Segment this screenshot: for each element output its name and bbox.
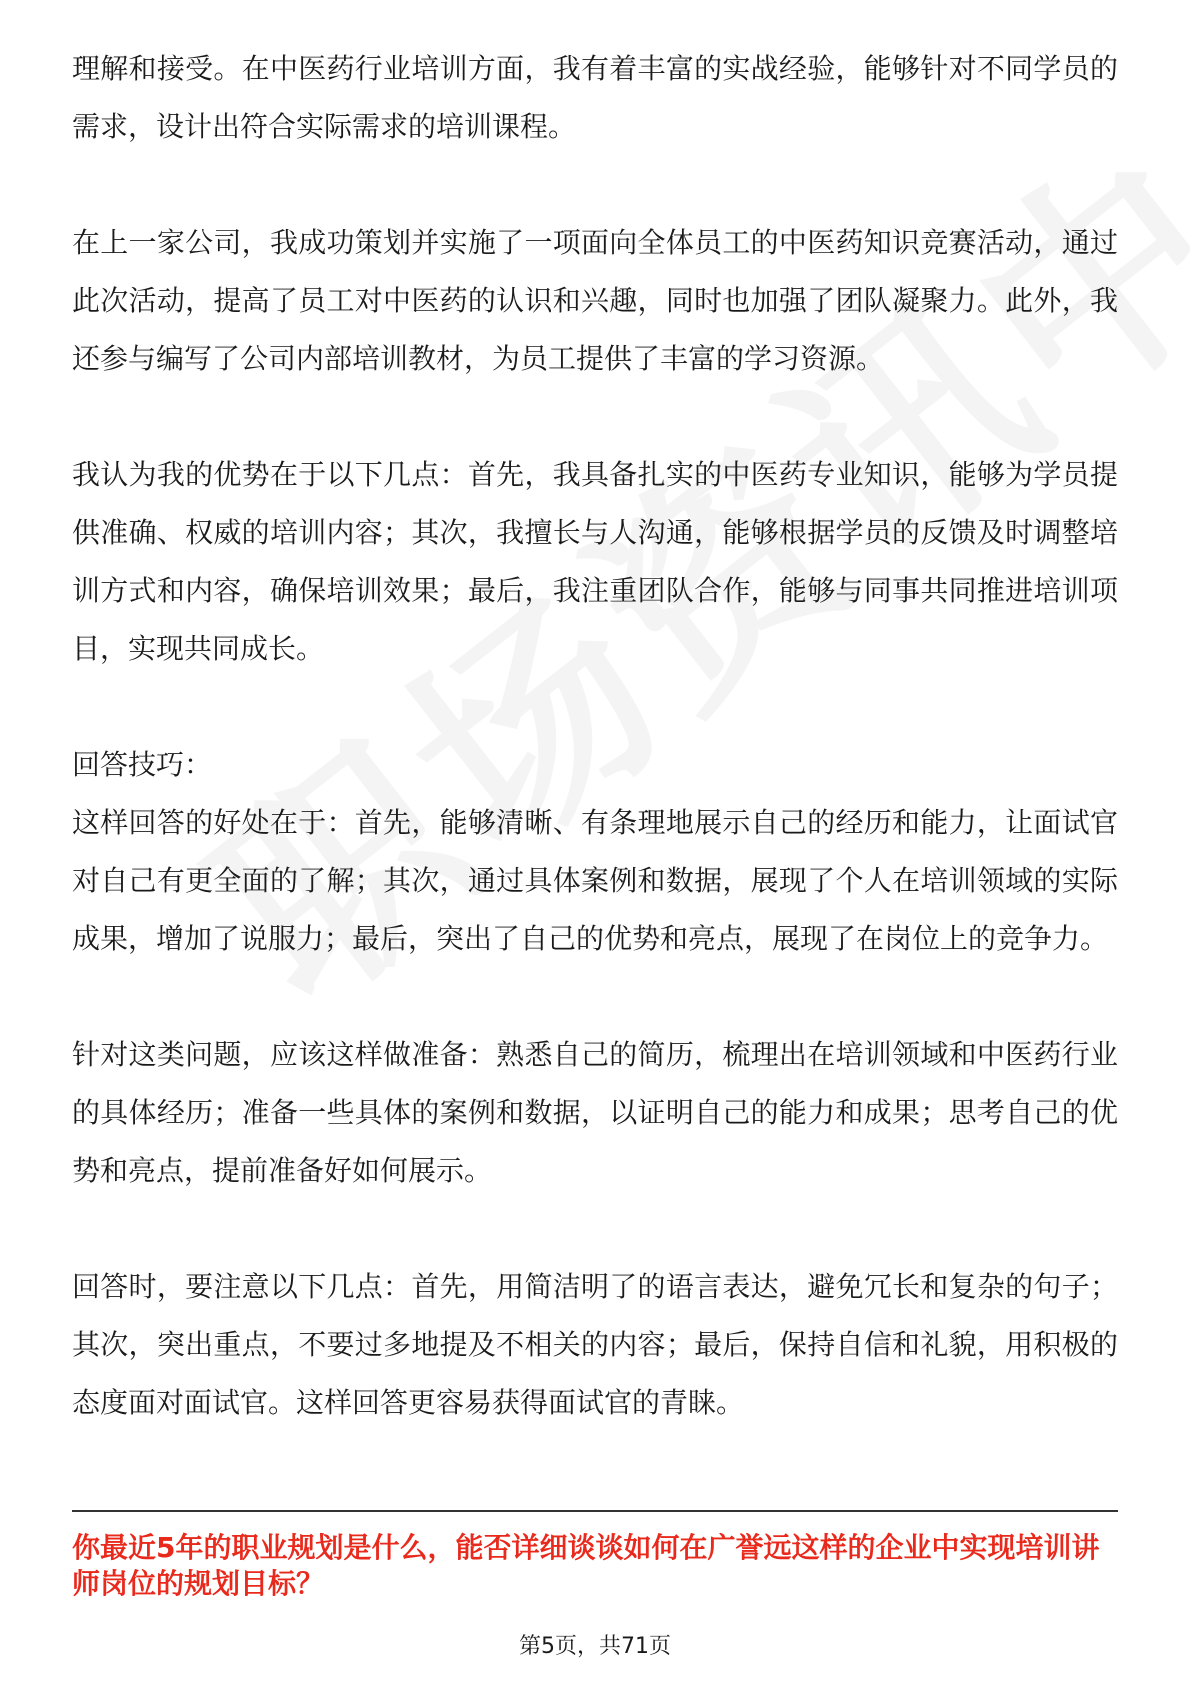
paragraph-gap [72,388,1118,446]
paragraph-preparation: 针对这类问题，应该这样做准备：熟悉自己的简历，梳理出在培训领域和中医药行业的具体经历；准备一些具体的案例和数据，以证明自己的能力和成果；思考自己的优势和亮点，提前准备好如何展示。 [72,1038,1118,1187]
paragraph-gap [72,156,1118,214]
paragraph-gap [72,678,1118,736]
section-divider [72,1510,1118,1512]
paragraph-notes: 回答时，要注意以下几点：首先，用简洁明了的语言表达，避免冗长和复杂的句子；其次，突出重点，不要过多地提及不相关的内容；最后，保持自信和礼貌，用积极的态度面对面试官。这样回答更容易获得面试官的青睐。 [72,1270,1118,1419]
paragraph-gap [72,968,1118,1026]
paragraph-strengths: 我认为我的优势在于以下几点：首先，我具备扎实的中医药专业知识，能够为学员提供准确、权威的培训内容；其次，我擅长与人沟通，能够根据学员的反馈及时调整培训方式和内容，确保培训效果；最后，我注重团队合作，能够与同事共同推进培训项目，实现共同成长。 [72,458,1118,665]
paragraph-gap [72,1200,1118,1258]
page-number-footer: 第5页，共71页 [519,1634,671,1659]
answer-tips-heading: 回答技巧： [72,748,213,781]
paragraph-experience: 在上一家公司，我成功策划并实施了一项面向全体员工的中医药知识竞赛活动，通过此次活动，提高了员工对中医药的认识和兴趣，同时也加强了团队凝聚力。此外，我还参与编写了公司内部培训教材，为员工提供了丰富的学习资源。 [72,226,1118,375]
body-content [72,40,1118,1432]
paragraph-benefits: 这样回答的好处在于：首先，能够清晰、有条理地展示自己的经历和能力，让面试官对自己有更全面的了解；其次，通过具体案例和数据，展现了个人在培训领域的实际成果，增加了说服力；最后，突出了自己的优势和亮点，展现了在岗位上的竞争力。 [72,806,1118,955]
next-question-heading: 你最近5年的职业规划是什么，能否详细谈谈如何在广誉远这样的企业中实现培训讲师岗位的规划目标？ [72,1531,1100,1600]
paragraph-intro-continued: 理解和接受。在中医药行业培训方面，我有着丰富的实战经验，能够针对不同学员的需求，设计出符合实际需求的培训课程。 [72,52,1118,143]
